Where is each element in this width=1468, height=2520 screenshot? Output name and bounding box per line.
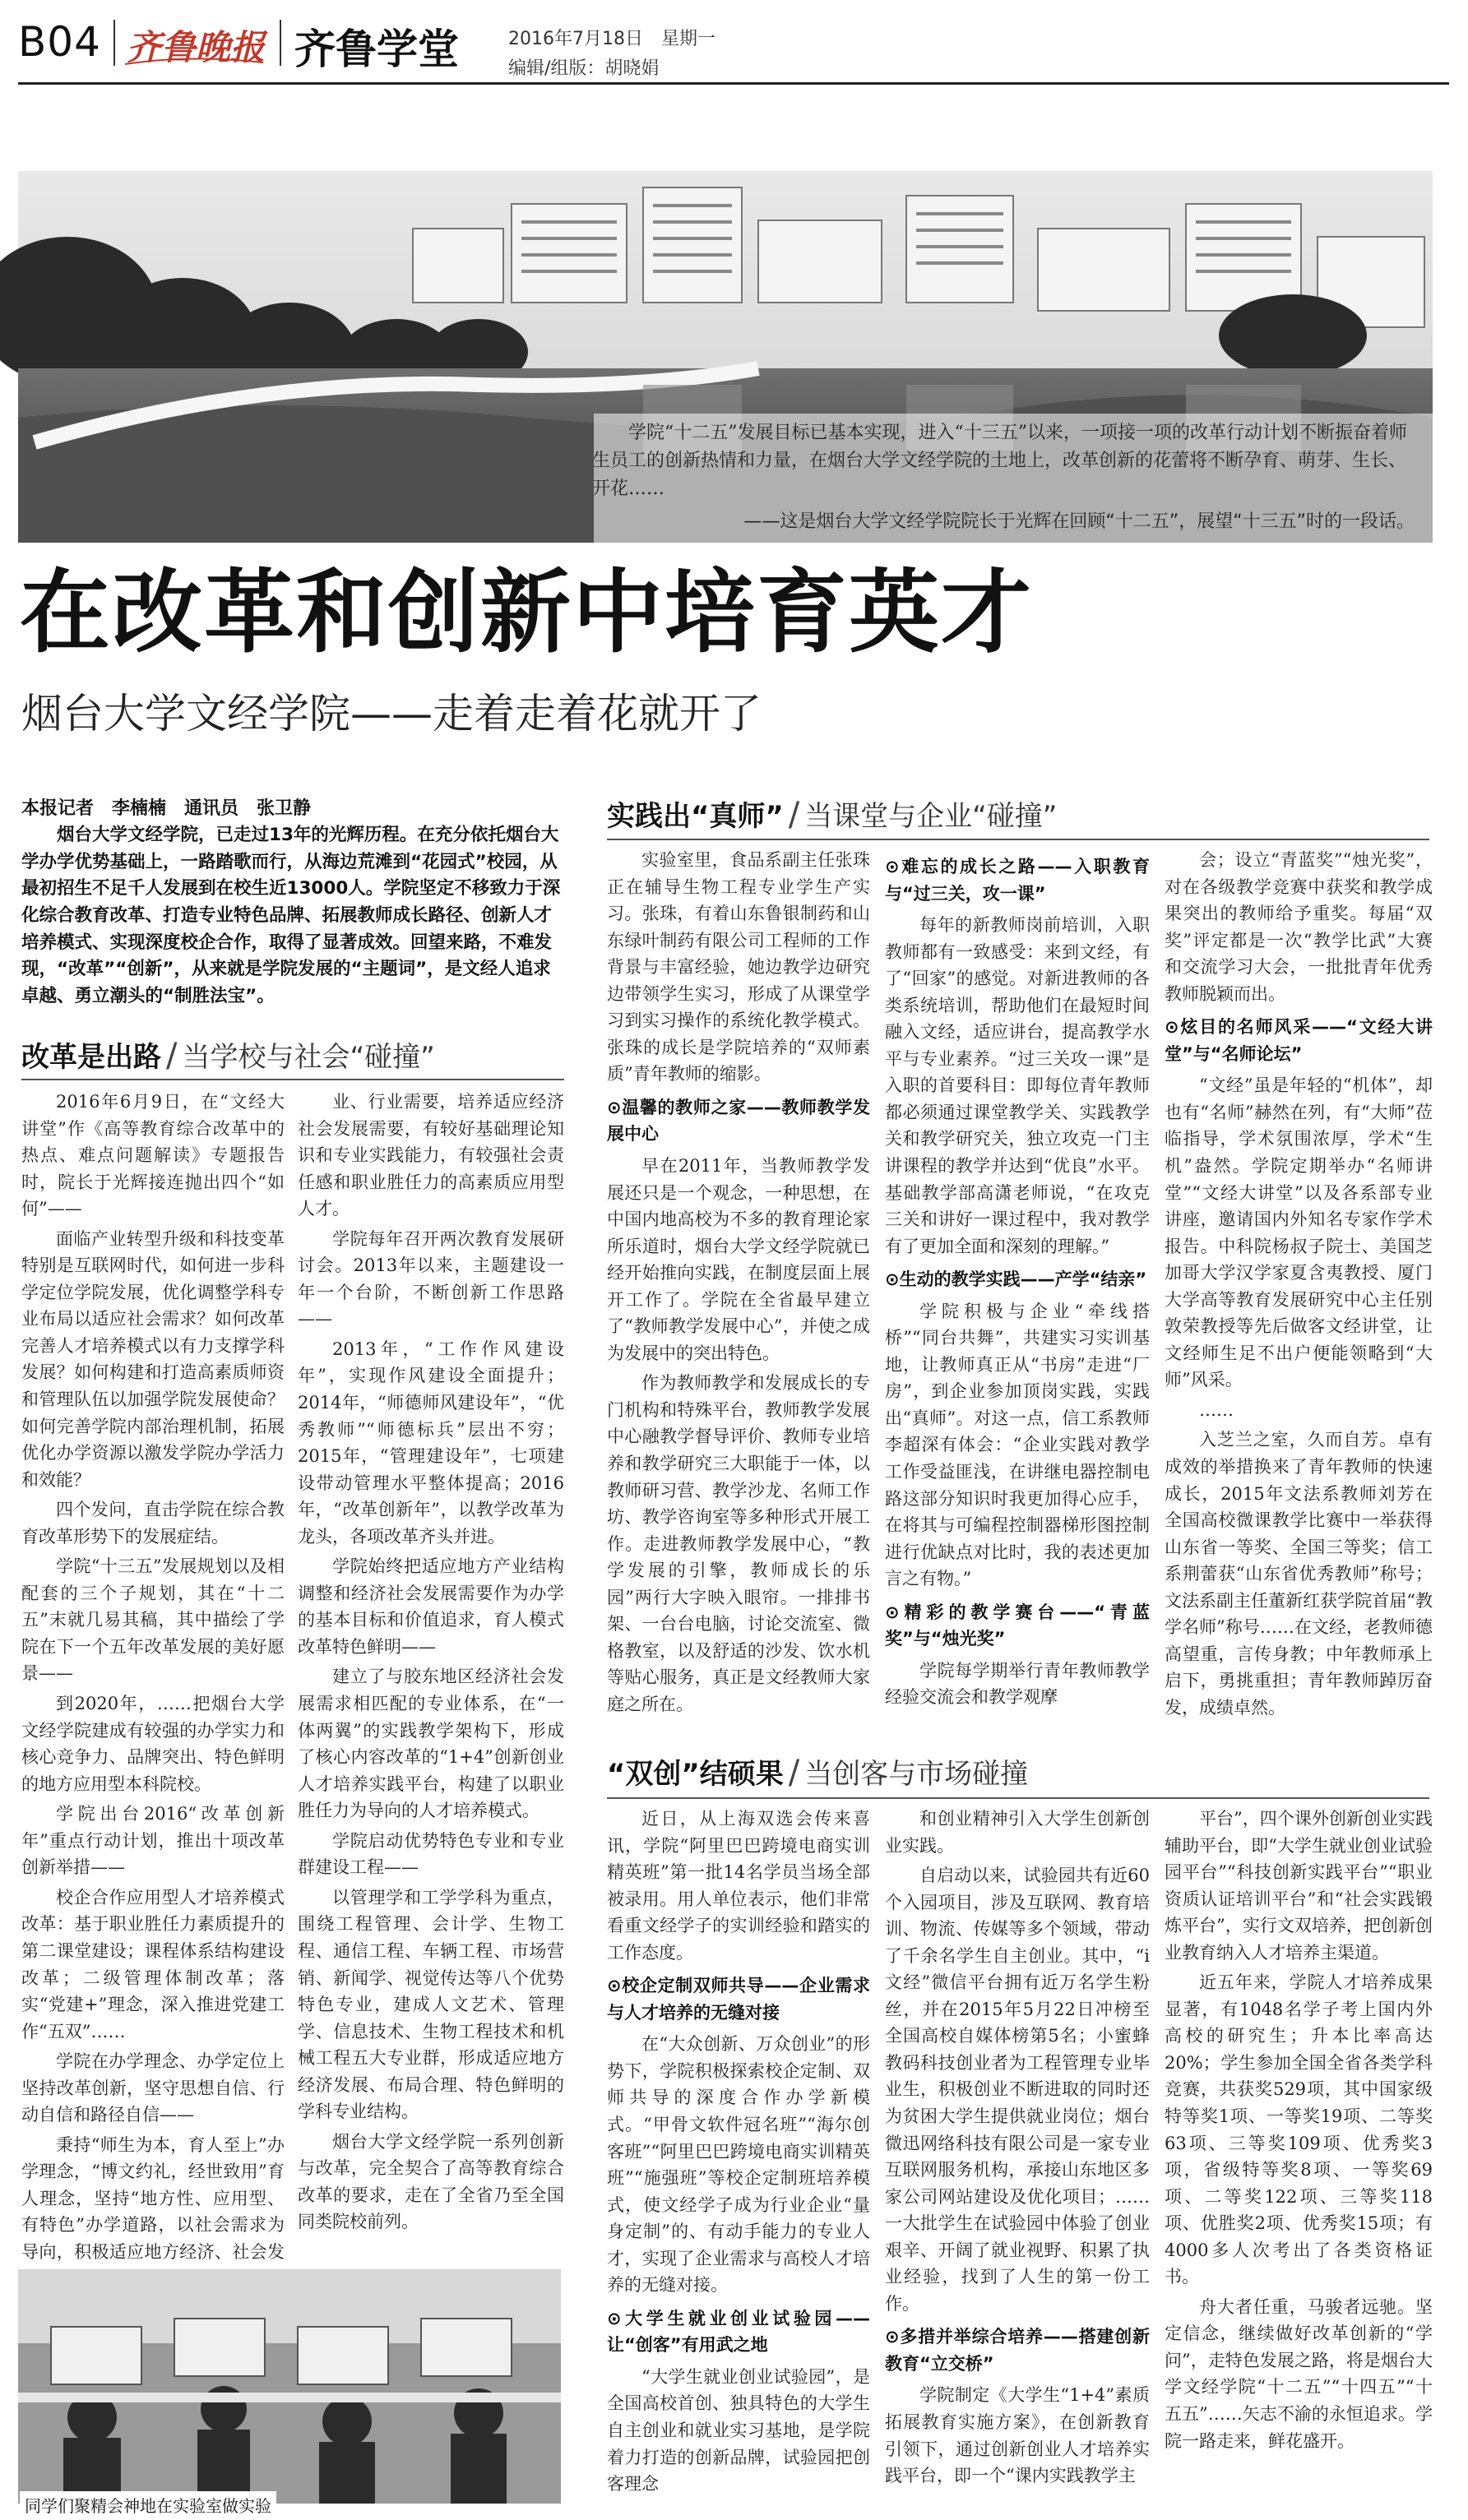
article-paragraph: 秉持“师生为本，育人至上”办学理念，“博文约礼，经世致用”育人理念，坚持“地方性、应用型、有特色”办学道路，以社会需求为导向，积极适应地方经济、社会发 <box>21 2134 285 2262</box>
lead-paragraph: 烟台大学文经学院，已走过13年的光辉历程。在充分依托烟台大学办学优势基础上，一路踏歌而行，从海边荒滩到“花园式”校园，从最初招生不足千人发展到在校生近13000人。学院坚定不移致力于深化综合教育改革、打造专业特色品牌、拓展教师成长路径、创新人才培养模式、实现深度校企合作，取得了显著成效。回望来路，不难发现，“改革”“创新”，从来就是学院发展的“主题词”，是文经人追求卓越、勇立潮头的“制胜法宝”。 <box>21 825 561 1007</box>
article-paragraph: 早在2011年，当教师教学发展还只是一个观念，一种思想，在中国内地高校为不多的教育理论家所乐道时，烟台大学文经学院就已经开始推向实践，在制度层面上展开工作了。学院在全省最早建立了“教师教学发展中心”，并使之成为发展中的突出特色。 <box>607 1156 870 1363</box>
hero-caption-text: 学院“十二五”发展目标已基本实现，进入“十三五”以来，一项接一项的改革行动计划不断振奋着师生员工的创新热情和力量，在烟台大学文经学院的土地上，改革创新的花蕾将不断孕育、萌芽、生长、开花…… <box>592 423 1407 500</box>
article-paragraph: 四个发问，直击学院在综合教育改革形势下的发展症结。 <box>21 1500 285 1547</box>
headline: 在改革和创新中培育英才 <box>20 560 1033 665</box>
article-paragraph: 和创业精神引入大学生创新创业实践。 <box>885 1809 1150 1856</box>
section-tag: 当课堂与企业“碰撞” <box>804 800 1058 833</box>
article-paragraph: 自启动以来，试验园共有近60个入园项目，涉及互联网、教育培训、物流、传媒等多个领域，带动了千余名学生自主创业。其中，“i文经”微信平台拥有近万名学生粉丝，并在2015年5月22日冲榜至全国高校自媒体榜第5名；小蜜蜂教码科技创业者为工程管理专业毕业生，积极创业不断进取的同时还为贫困大学生提供就业岗位；烟台微迅网络科技有限公司是一家专业互联网服务机构，承接山东地区多家公司网站建设及优化项目；……一大批学生在试验园中体验了创业艰辛、开阔了就业视野、积累了执业经验，找到了人生的第一份工作。 <box>885 1866 1150 2314</box>
article-paragraph: 学院积极与企业“牵线搭桥”“同台共舞”，共建实习实训基地，让教师真正从“书房”走进“厂房”，到企业参加顶岗实践，实践出“真师”。对这一点，信工系教师李超深有体会：“企业实践对教学工作受益匪浅，在讲继电器控制电路这部分知识时我更加得心应手，在将其与可编程控制器梯形图控制进行优缺点对比时，我的表述更加言之有物。” <box>885 1301 1150 1589</box>
article-paragraph: 学院启动优势特色专业和专业群建设工程—— <box>298 1830 564 1878</box>
article-paragraph: “文经”虽是年轻的“机体”，却也有“名师”赫然在列，有“大师”莅临指导，学术氛围浓厚，学术“生机”盎然。学院定期举办“名师讲堂”“文经大讲堂”以及各系部专业讲座，邀请国内外知名专家作学术报告。中科院杨叔子院士、美国芝加哥大学汉学家夏含夷教授、厦门大学高等教育发展研究中心主任别敦荣教授等先后做客文经讲堂，让文经师生足不出户便能领略到“大师”风采。 <box>1165 1075 1433 1390</box>
article-paragraph: “大学生就业创业试验园”，是全国高校首创、独具特色的大学生自主创业和就业实习基地，是学院着力打造的创新品牌，试验园把创客理念 <box>607 2366 870 2495</box>
slash: / <box>788 796 800 834</box>
column <box>298 1089 564 2264</box>
hero-caption <box>592 419 1415 536</box>
column <box>607 1806 870 2504</box>
column <box>1165 1806 1433 2504</box>
masthead <box>18 15 1449 81</box>
article-paragraph: 入芝兰之室，久而自芳。卓有成效的举措换来了青年教师的快速成长，2015年文法系教师刘芳在全国高校微课教学比赛中一举获得山东省一等奖、全国三等奖；信工系荆蕾获“山东省优秀教师”称号；文法系副主任董新红获学院首届“教学名师”称号……在文经，老教师德高望重，言传身教；中年教师承上启下，勇挑重担；青年教师踔厉奋发，成绩卓然。 <box>1165 1430 1433 1718</box>
article-paragraph: 会；设立“青蓝奖”“烛光奖”，对在各级教学竞赛中获奖和教学成果突出的教师给予重奖。每届“双奖”评定都是一次“教学比武”大赛和交流学习大会，一批批青年优秀教师脱颖而出。 <box>1165 850 1433 1004</box>
article-paragraph: 学院“十三五”发展规划以及相配套的三个子规划，其在“十二五”末就几易其稿，其中描绘了学院在下一个五年改革发展的美好愿景—— <box>21 1556 285 1684</box>
article-paragraph: 学院始终把适应地方产业结构调整和经济社会发展需要作为办学的基本目标和价值追求，育人模式改革特色鲜明—— <box>298 1556 564 1657</box>
article-subhead: ⊙难忘的成长之路——入职教育与“过三关，攻一课” <box>885 857 1150 904</box>
section-rule <box>21 1079 564 1080</box>
section-rule <box>607 839 1429 840</box>
column <box>885 1806 1150 2504</box>
hero-caption-signature: ——这是烟台大学文经学院院长于光辉在回顾“十二五”，展望“十三五”时的一段话。 <box>743 511 1415 533</box>
article-paragraph: 校企合作应用型人才培养模式改革：基于职业胜任力素质提升的第二课堂建设；课程体系结构建设改革；二级管理体制改革；落实“党建+”理念，深入推进党建工作“五双”…… <box>21 1887 285 2041</box>
article-paragraph: …… <box>1199 1399 1234 1420</box>
section-heading <box>21 1034 435 1075</box>
section-tag: 当创客与市场碰撞 <box>804 1758 1029 1791</box>
issue-date: 2016年7月18日 星期一 <box>508 29 715 49</box>
article-paragraph: 学院出台2016“改革创新年”重点行动计划，推出十项改革创新举措—— <box>21 1804 285 1878</box>
section-tag: 当学校与社会“碰撞” <box>182 1041 435 1074</box>
article-paragraph: 近五年来，学院人才培养成果显著，有1048名学子考上国内外高校的研究生；升本比率高达20%；学生参加全国全省各类学科竞赛，共获奖529项，其中国家级特等奖1项、一等奖19项、二等奖63项、三等奖109项、优秀奖3项，省级特等奖8项、一等奖69项、二等奖122项、三等奖118项、优胜奖2项、优秀奖15项；有4000多人次考出了各类资格证书。 <box>1165 1972 1433 2287</box>
section-heading <box>607 1751 1028 1792</box>
column <box>607 847 870 1718</box>
article-paragraph: 学院在办学理念、办学定位上坚持改革创新，坚守思想自信、行动自信和路径自信—— <box>21 2051 285 2125</box>
article-paragraph: 建立了与胶东地区经济社会发展需求相匹配的专业体系，在“一体两翼”的实践教学架构下，形成了核心内容改革的“1+4”创新创业人才培养实践平台，构建了以职业胜任力为导向的人才培养模式。 <box>298 1667 564 1821</box>
byline: 本报记者 李楠楠 通讯员 张卫静 <box>21 798 312 819</box>
section-rule <box>607 1797 1429 1799</box>
article-subhead: ⊙多措并举综合培养——搭建创新教育“立交桥” <box>885 2327 1150 2374</box>
section-heading <box>607 793 1057 834</box>
article-paragraph: 到2020年，……把烟台大学文经学院建成有较强的办学实力和核心竞争力、品牌突出、特色鲜明的地方应用型本科院校。 <box>21 1694 285 1794</box>
article-subhead: ⊙生动的教学实践——产学“结亲” <box>885 1269 1147 1290</box>
article-subhead: ⊙精彩的教学赛台——“青蓝奖”与“烛光奖” <box>885 1602 1150 1649</box>
article-paragraph: 平台”，四个课外创新创业实践辅助平台，即“大学生就业创业试验园平台”“科技创新实践平台”“职业资质认证培训平台”和“社会实践锻炼平台”，实行文双培养，把创新创业教育纳入人才培养主渠道。 <box>1165 1809 1433 1963</box>
slash: / <box>788 1754 800 1792</box>
column <box>885 847 1150 1718</box>
lab-photo-caption: 同学们聚精会神地在实验室做实验 <box>20 2491 276 2518</box>
article-paragraph: 每年的新教师岗前培训，入职教师都有一致感受：来到文经，有了“回家”的感觉。对新进教师的各类系统培训，帮助他们在最短时间融入文经，适应讲台，提高教学水平与专业素养。“过三关攻一课”是入职的首要科目：即每位青年教师都必须通过课堂教学关、实践教学关和教学研究关，独立攻克一门主讲课程的教学并达到“优良”水平。基础教学部高潇老师说，“在攻克三关和讲好一课过程中，我对教学有了更加全面和深刻的理解。” <box>885 915 1150 1256</box>
column <box>21 1089 285 2264</box>
article-paragraph: 以管理学和工学学科为重点，围绕工程管理、会计学、生物工程、通信工程、车辆工程、市场营销、新闻学、视觉传达等八个优势特色专业，建成人文艺术、管理学、信息技术、生物工程技术和机械工程五大专业群，形成适应地方经济发展、布局合理、特色鲜明的学科专业结构。 <box>298 1887 564 2122</box>
column <box>1165 847 1433 1718</box>
article-paragraph: 作为教师教学和发展成长的专门机构和特殊平台，教师教学发展中心融教学督导评价、教师专业培养和教学研究三大职能于一体，以教师研习营、教学沙龙、名师工作坊、教学咨询室等多种形式开展工作。走进教师教学发展中心，“教学发展的引擎，教师成长的乐园”两行大字映入眼帘。一排排书架、一台台电脑，讨论交流室、微格教室，以及舒适的沙发、饮水机等贴心服务，真正是文经教师大家庭之所在。 <box>607 1373 870 1714</box>
section-title: 改革是出路 <box>21 1041 161 1074</box>
article-paragraph: 2013年，“工作作风建设年”，实现作风建设全面提升；2014年，“师德师风建设年”，“优秀教师”“师德标兵”层出不穷；2015年，“管理建设年”，七项建设带动管理水平整体提高；2016年，“改革创新年”，以教学改革为龙头，各项改革齐头并进。 <box>298 1339 564 1547</box>
article-paragraph: 学院每年召开两次教育发展研讨会。2013年以来，主题建设一年一个台阶，不断创新工作思路—— <box>298 1228 564 1329</box>
subheadline: 烟台大学文经学院——走着走着花就开了 <box>21 690 762 738</box>
divider <box>280 20 281 66</box>
article-subhead: ⊙炫目的名师风采——“文经大讲堂”与“名师论坛” <box>1165 1017 1433 1064</box>
article-subhead: ⊙温馨的教师之家——教师教学发展中心 <box>607 1097 870 1144</box>
article-paragraph: 近日，从上海双选会传来喜讯，学院“阿里巴巴跨境电商实训精英班”第一批14名学员当场全部被录用。用人单位表示，他们非常看重文经学子的实训经验和踏实的工作态度。 <box>607 1809 870 1963</box>
article-paragraph: 舟大者任重，马骏者远驰。坚定信念，继续做好改革创新的“学问”，走特色发展之路，将是烟台大学文经学院“十二五”“十四五”“十五五”……矢志不渝的永恒追求。学院一路走来，鲜花盛开。 <box>1165 2296 1433 2451</box>
article-paragraph: 2016年6月9日，在“文经大讲堂”作《高等教育综合改革中的热点、难点问题解读》专题报告时，院长于光辉接连抛出四个“如何”—— <box>21 1092 285 1219</box>
svg-text:齐鲁晚报: 齐鲁晚报 <box>127 27 266 67</box>
article-paragraph: 业、行业需要，培养适应经济社会发展需要，有较好基础理论知识和专业实践能力，有较强社会责任感和职业胜任力的高素质应用型人才。 <box>298 1092 564 1219</box>
section-title: 实践出“真师” <box>607 800 784 833</box>
section-title: “双创”结硕果 <box>607 1758 784 1791</box>
editor-credit: 编辑/组版：胡晓娟 <box>508 58 660 79</box>
section-title: 齐鲁学堂 <box>294 25 459 73</box>
article-paragraph: 学院制定《大学生“1+4”素质拓展教育实施方案》，在创新教育引领下，通过创新创业人才培养实践平台，即一个“课内实践教学主 <box>885 2385 1150 2486</box>
lab-photo <box>18 2269 561 2504</box>
article-subhead: ⊙校企定制双师共导——企业需求与人才培养的无缝对接 <box>607 1976 870 2023</box>
article-subhead: ⊙大学生就业创业试验园——让“创客”有用武之地 <box>607 2308 870 2356</box>
divider <box>113 20 115 66</box>
newspaper-logo <box>123 21 270 69</box>
article-paragraph: 学院每学期举行青年教师教学经验交流会和教学观摩 <box>885 1660 1150 1708</box>
article-paragraph: 烟台大学文经学院一系列创新与改革，完全契合了高等教育综合改革的要求，走在了全省乃至全国同类院校前列。 <box>298 2131 564 2232</box>
slash: / <box>166 1037 178 1075</box>
page-number: B04 <box>18 18 101 66</box>
article-paragraph: 实验室里，食品系副主任张珠正在辅导生物工程专业学生产实习。张珠，有着山东鲁银制药和山东绿叶制药有限公司工程师的工作背景与丰富经验，她边教学边研究边带领学生实习，形成了从课堂学习到实习操作的系统化教学模式。张珠的成长是学院培养的“双师素质”青年教师的缩影。 <box>607 850 870 1084</box>
article-paragraph: 在“大众创新、万众创业”的形势下，学院积极探索校企定制、双师共导的深度合作办学新模式。“甲骨文软件冠名班”“海尔创客班”“阿里巴巴跨境电商实训精英班”“施强班”等校企定制班培养模式，使文经学子成为行业企业“量身定制”的、有动手能力的专业人才，实现了企业需求与高校人才培养的无缝对接。 <box>607 2034 870 2296</box>
header-rule <box>18 82 1449 85</box>
article-paragraph: 面临产业转型升级和科技变革特别是互联网时代，如何进一步科学定位学院发展，优化调整学科专业布局以适应社会需求？如何改革完善人才培养模式以有力支撑学科发展？如何构建和打造高素质师资和管理队伍以加强学院发展使命？如何完善学院内部治理机制，拓展优化办学资源以激发学院办学活力和效能？ <box>21 1228 285 1490</box>
